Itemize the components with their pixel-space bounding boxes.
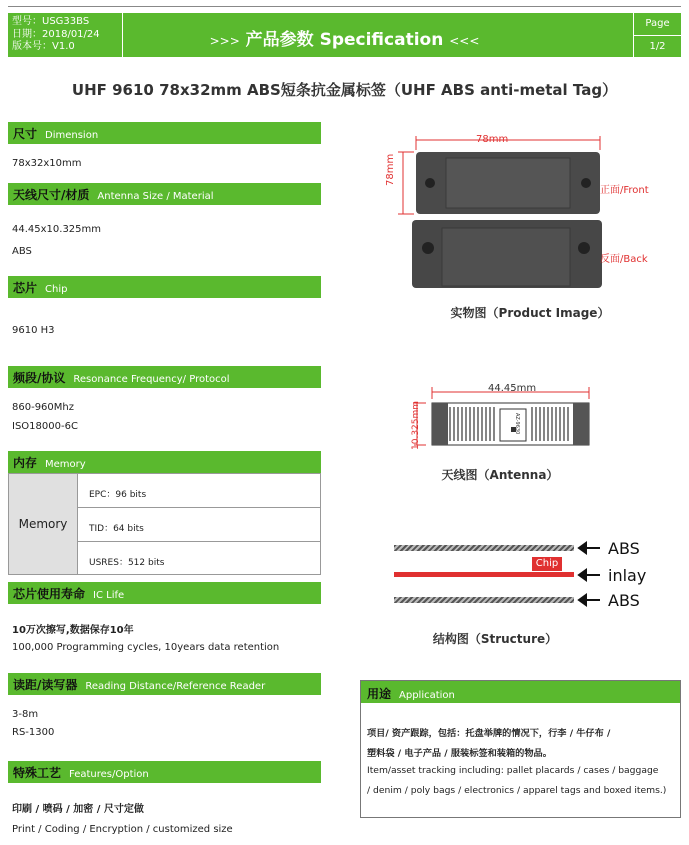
back-hole-left (422, 242, 434, 254)
arrow-icon (576, 567, 602, 583)
abs-layer-bottom (394, 597, 574, 603)
arrow-icon (576, 540, 602, 556)
memory-user: USRES：512 bits (89, 558, 165, 568)
features-en: Print / Coding / Encryption / customized size (12, 824, 233, 835)
page-header (8, 13, 681, 57)
memory-label-cell: Memory (9, 474, 78, 574)
inlay-label: inlay (608, 566, 647, 585)
reading-distance: 3-8m (12, 709, 39, 720)
application-cn-line1: 项目/ 资产跟踪，包括：托盘举牌的情况下，行李 / 牛仔布 / (367, 728, 611, 739)
application-box (360, 680, 681, 818)
mount-hole-left (425, 178, 435, 188)
antenna-size: 44.45x10.325mm (12, 224, 102, 235)
section-frequency: 频段/协议 Resonance Frequency/ Protocol (8, 366, 321, 388)
mount-hole-right (581, 178, 591, 188)
back-label: 反面/Back (600, 254, 648, 265)
product-image-caption: 实物图（Product Image） (450, 306, 610, 320)
reference-reader: RS-1300 (12, 727, 55, 738)
antenna-width-label: 44.45mm (488, 383, 537, 394)
antenna-height-label: 10.325mm (411, 400, 421, 450)
frequency-value: 860-960Mhz (12, 402, 74, 413)
section-application: 用途 Application (361, 681, 680, 703)
section-features: 特殊工艺 Features/Option (8, 761, 321, 783)
product-image (390, 132, 680, 297)
tag-back-panel (442, 228, 570, 286)
section-ic-life: 芯片使用寿命 IC Life (8, 582, 321, 604)
antenna-chip-area (500, 409, 526, 441)
section-antenna: 天线尺寸/材质 Antenna Size / Material (8, 183, 321, 205)
antenna-chip-text: AZ-9630 (514, 413, 520, 435)
arrow-icon (576, 592, 602, 608)
back-hole-right (578, 242, 590, 254)
antenna-end-right (573, 403, 589, 445)
chip-value: 9610 H3 (12, 325, 55, 336)
abs-layer-top (394, 545, 574, 551)
dimension-value: 78x32x10mm (12, 158, 82, 169)
product-width-label: 78mm (476, 134, 509, 145)
page-number: 1/2 (649, 41, 666, 52)
memory-table (8, 473, 321, 575)
antenna-end-left (432, 403, 448, 445)
section-dimension: 尺寸 Dimension (8, 122, 321, 144)
tag-front-panel (446, 158, 570, 208)
top-rule (8, 6, 681, 7)
page-title: UHF 9610 78x32mm ABS短条抗金属标签（UHF ABS anti-metal Tag） (71, 81, 618, 99)
abs-top-label: ABS (608, 539, 640, 558)
header-title: >>> 产品参数 Specification <<< (209, 30, 480, 50)
doc-date: 日期：2018/01/24 (12, 28, 100, 40)
application-en-line1: Item/asset tracking including: pallet placards / cases / baggage (367, 765, 659, 776)
features-cn: 印刷 / 喷码 / 加密 / 尺寸定做 (12, 804, 144, 815)
doc-version: 版本号：V1.0 (12, 41, 75, 52)
inlay-layer (394, 572, 574, 577)
chip-label: Chip (532, 557, 562, 571)
section-reader: 读距/读写器 Reading Distance/Reference Reader (8, 673, 321, 695)
structure-caption: 结构图（Structure） (432, 632, 558, 646)
ic-life-cn: 10万次擦写,数据保存10年 (12, 625, 134, 636)
structure-diagram (380, 535, 680, 615)
page-divider (634, 35, 681, 36)
protocol-value: ISO18000-6C (12, 421, 78, 432)
memory-epc: EPC：96 bits (89, 490, 147, 500)
application-en-line2: / denim / poly bags / electronics / apparel tags and boxed items.) (367, 785, 667, 796)
product-height-label: 78mm (385, 153, 396, 186)
section-chip: 芯片 Chip (8, 276, 321, 298)
section-memory: 内存 Memory (8, 451, 321, 473)
antenna-material: ABS (12, 246, 32, 257)
model-number: 型号：USG33BS (12, 16, 90, 27)
front-label: 正面/Front (600, 185, 649, 196)
page-label: Page (645, 18, 670, 29)
application-cn-line2: 塑料袋 / 电子产品 / 服装标签和装箱的物品。 (367, 748, 552, 759)
antenna-caption: 天线图（Antenna） (441, 468, 559, 482)
abs-bottom-label: ABS (608, 591, 640, 610)
ic-life-en: 100,000 Programming cycles, 10years data retention (12, 642, 280, 653)
memory-tid: TID：64 bits (89, 524, 144, 534)
